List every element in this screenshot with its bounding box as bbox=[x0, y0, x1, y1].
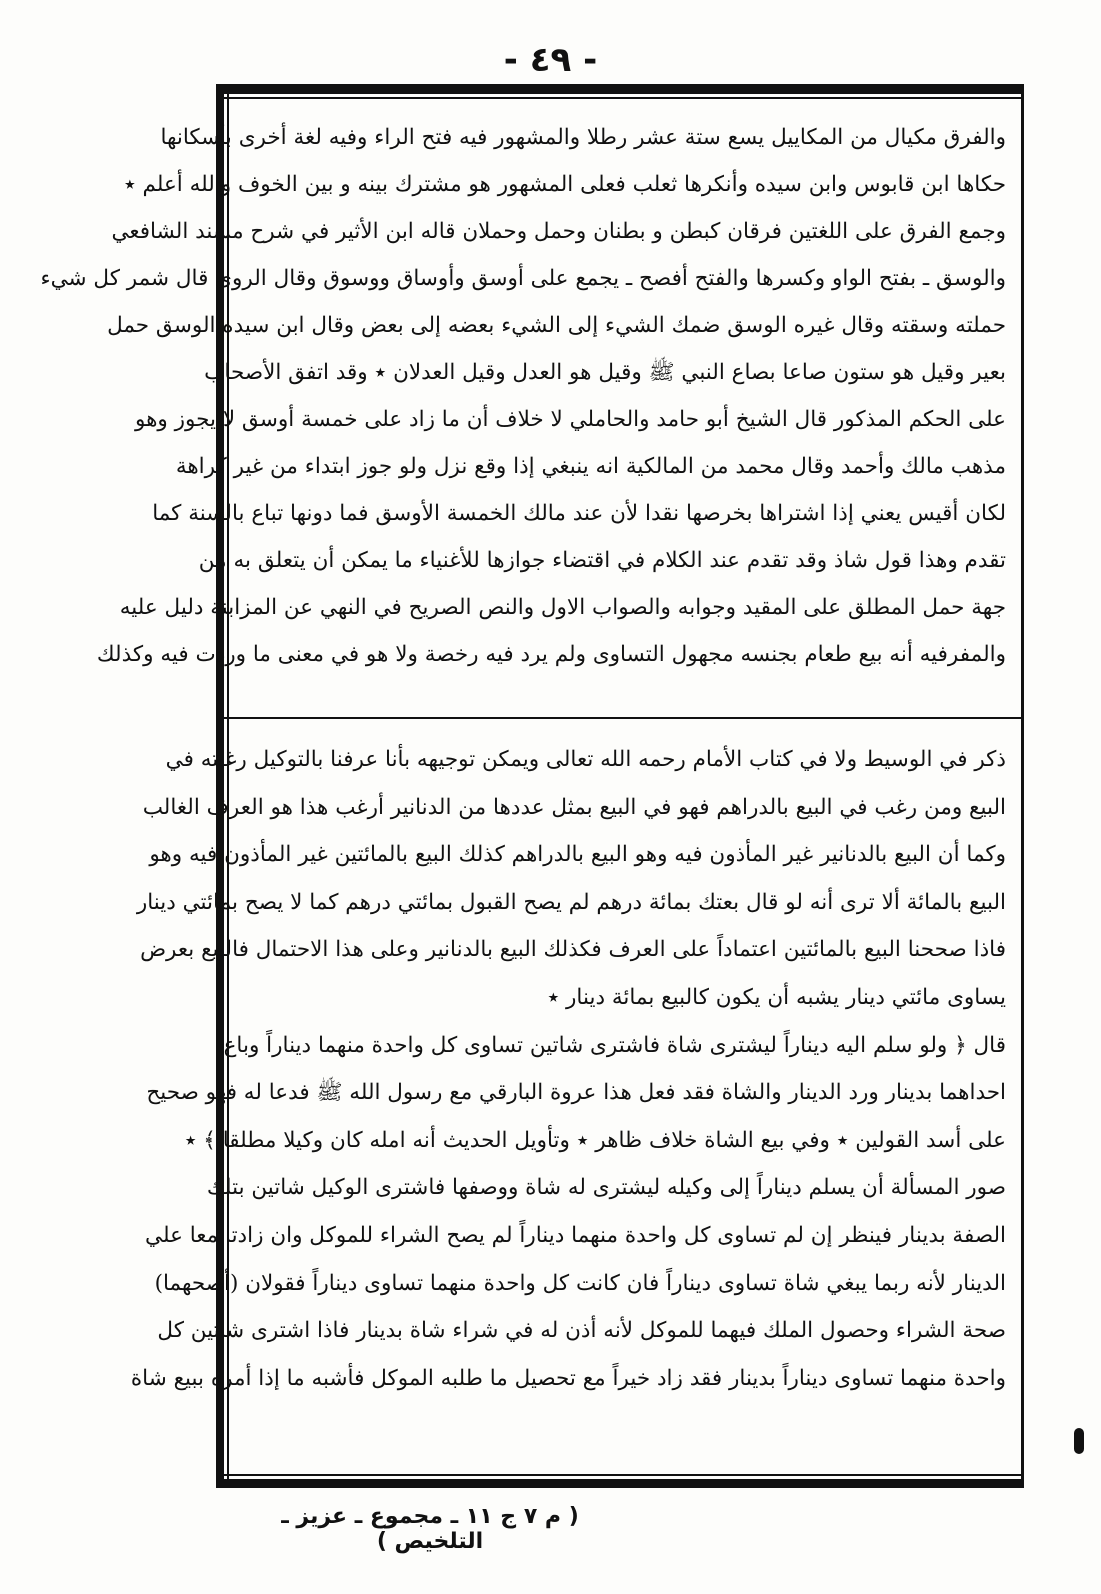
frame-rule-top-thin bbox=[216, 97, 1024, 99]
commentary-line: حملته وسقته وقال غيره الوسق ضمك الشيء إلى الشيء بعضه إلى بعض وقال ابن سيده الوسق حمل bbox=[107, 313, 1006, 338]
commentary-line: والمفرفيه أنه بيع طعام بجنسه مجهول التساوى ولم يرد فيه رخصة ولا هو في معنى ما وردت فيه وكذلك bbox=[96, 642, 1006, 667]
main-text-line: واحدة منهما تساوى ديناراً بدينار فقد زاد خيراً مع تحصيل ما طلبه الموكل فأشبه ما إذا أمره ببيع شاة bbox=[130, 1365, 1006, 1391]
main-text-line: الدينار لأنه ربما يبغي شاة تساوى ديناراً فان كانت كل واحدة منهما تساوى ديناراً فقولان (أصحهما) bbox=[154, 1270, 1006, 1296]
main-text-line: الصفة بدينار فينظر إن لم تساوى كل واحدة منهما ديناراً لم يصح الشراء للموكل وان زادتا معا علي bbox=[145, 1222, 1006, 1248]
main-text-line: يساوى مائتي دينار يشبه أن يكون كالبيع بمائة دينار ٭ bbox=[547, 984, 1006, 1010]
commentary-line: بعير وقيل هو ستون صاعا بصاع النبي ﷺ وقيل هو العدل وقيل العدلان ٭ وقد اتفق الأصحاب bbox=[204, 360, 1006, 385]
main-text-line: على أسد القولين ٭ وفي بيع الشاة خلاف ظاهر ٭ وتأويل الحديث أنه امله كان وكيلا مطلقا ﴾ ٭ bbox=[184, 1127, 1006, 1153]
main-text-line: فاذا صححنا البيع بالمائتين اعتماداً على العرف فكذلك البيع بالدنانير وعلى هذا الاحتمال فالبيع بعرض bbox=[140, 937, 1006, 963]
commentary-line: حكاها ابن قابوس وابن سيده وأنكرها ثعلب فعلى المشهور هو مشترك بينه و بين الخوف والله أعلم ٭ bbox=[123, 172, 1006, 197]
commentary-line: تقدم وهذا قول شاذ وقد تقدم عند الكلام في اقتضاء جوازها للأغنياء ما يمكن أن يتعلق به من bbox=[198, 548, 1006, 573]
main-text-block bbox=[130, 736, 1006, 1402]
page-frame bbox=[40, 84, 1024, 1488]
main-text-line: البيع بالمائة ألا ترى أنه لو قال بعتك بمائة درهم لم يصح القبول بمائتي درهم كما لا يصح بمائتي دينار bbox=[136, 889, 1006, 915]
page-number: - ٤٩ - bbox=[503, 40, 598, 80]
commentary-line: والفرق مكيال من المكاييل يسع ستة عشر رطلا والمشهور فيه فتح الراء وفيه لغة أخرى بأسكانها bbox=[160, 125, 1006, 150]
page-edge-mark bbox=[1074, 1428, 1084, 1454]
frame-rule-bottom-thin bbox=[216, 1474, 1024, 1476]
commentary-block bbox=[40, 114, 1006, 678]
section-divider bbox=[216, 717, 1024, 719]
main-text-line: صحة الشراء وحصول الملك فيهما للموكل لأنه أذن له في شراء شاة بدينار فاذا اشترى شاتين كل bbox=[157, 1318, 1006, 1344]
commentary-line: لكان أقيس يعني إذا اشتراها بخرصها نقدا لأن عند مالك الخمسة الأوسق فما دونها تباع بالسنة كما bbox=[152, 501, 1006, 526]
frame-rule-right bbox=[1021, 84, 1024, 1488]
commentary-line: على الحكم المذكور قال الشيخ أبو حامد والحاملي لا خلاف أن ما زاد على خمسة أوسق لا يجوز وهو bbox=[134, 407, 1006, 432]
main-text-line: وكما أن البيع بالدنانير غير المأذون فيه وهو البيع بالدراهم كذلك البيع بالمائتين غير المأذون فيه وهو bbox=[149, 842, 1006, 868]
frame-rule-top bbox=[216, 84, 1024, 94]
main-text-line: احداهما بدينار ورد الدينار والشاة فقد فعل هذا عروة البارقي مع رسول الله ﷺ فدعا له فهو صحيح bbox=[146, 1080, 1006, 1106]
commentary-line: وجمع الفرق على اللغتين فرقان كبطن و بطنان وحمل وحملان قاله ابن الأثير في شرح مسند الشافعي bbox=[111, 219, 1006, 244]
frame-rule-bottom bbox=[216, 1479, 1024, 1488]
commentary-line: والوسق ـ بفتح الواو وكسرها والفتح أفصح ـ يجمع على أوسق وأوساق ووسوق وقال الروى قال شمر كل شيء bbox=[40, 266, 1006, 291]
main-text-line: قال ﴿ ولو سلم اليه ديناراً ليشترى شاة فاشترى شاتين تساوى كل واحدة منهما ديناراً وباع bbox=[223, 1032, 1006, 1058]
main-text-line: البيع ومن رغب في البيع بالدراهم فهو في البيع بمثل عددها من الدنانير أرغب هذا هو العرف الغالب bbox=[142, 794, 1006, 820]
main-text-line: صور المسألة أن يسلم ديناراً إلى وكيله ليشترى له شاة ووصفها فاشترى الوكيل شاتين بتلك bbox=[206, 1175, 1006, 1201]
commentary-line: جهة حمل المطلق على المقيد وجوابه والصواب الاول والنص الصريح في النهي عن المزابنة دليل عليه bbox=[119, 595, 1006, 620]
footer-signature: ( م ٧ ج ١١ ـ مجموع ـ عزيز ـ التلخيص ) bbox=[281, 1504, 579, 1554]
commentary-line: مذهب مالك وأحمد وقال محمد من المالكية انه ينبغي إذا وقع نزل ولو جوز ابتداء من غير كراهة bbox=[175, 454, 1006, 479]
main-text-line: ذكر في الوسيط ولا في كتاب الأمام رحمه الله تعالى ويمكن توجيهه بأنا عرفنا بالتوكيل رغبته في bbox=[165, 747, 1006, 772]
